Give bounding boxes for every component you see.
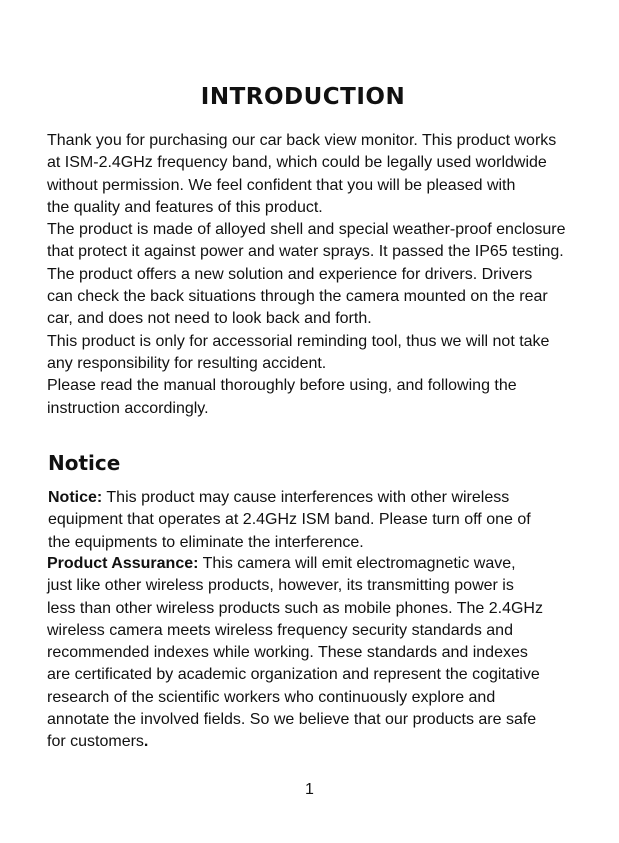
assurance-line-first — [47, 553, 607, 575]
assurance-line: are certificated by academic organization and represent the cogitative — [47, 666, 540, 684]
intro-line: that protect it against power and water sprays. It passed the IP65 testing. — [47, 243, 564, 261]
assurance-body — [47, 553, 607, 754]
page-title: INTRODUCTION — [200, 84, 406, 110]
intro-line: This product is only for accessorial reminding tool, thus we will not take — [47, 332, 550, 350]
notice-line: the equipments to eliminate the interference. — [48, 533, 364, 551]
introduction-body — [47, 130, 612, 420]
intro-line: Thank you for purchasing our car back view monitor. This product works — [47, 132, 557, 149]
assurance-label: Product Assurance: — [47, 555, 199, 572]
notice-text: This product may cause interferences with other wireless — [102, 489, 510, 506]
notice-body — [48, 487, 608, 554]
assurance-line: annotate the involved fields. So we believe that our products are safe — [47, 711, 537, 729]
assurance-line: just like other wireless products, however, its transmitting power is — [47, 577, 514, 595]
assurance-last-text: for customers — [47, 733, 144, 751]
notice-line: equipment that operates at 2.4GHz ISM band. Please turn off one of — [48, 511, 531, 529]
notice-heading: Notice — [48, 451, 121, 475]
intro-line: can check the back situations through the camera mounted on the rear — [47, 288, 548, 306]
assurance-line: wireless camera meets wireless frequency security standards and — [47, 621, 513, 639]
assurance-line: recommended indexes while working. These standards and indexes — [47, 644, 528, 662]
notice-label: Notice: — [48, 489, 103, 506]
assurance-last-punct: . — [143, 733, 149, 751]
intro-line: The product is made of alloyed shell and special weather-proof enclosure — [47, 221, 566, 239]
assurance-text: This camera will emit electromagnetic wave, — [198, 555, 516, 572]
intro-line: Please read the manual thoroughly before using, and following the — [47, 377, 517, 395]
intro-line: any responsibility for resulting accident. — [47, 354, 327, 372]
intro-line: instruction accordingly. — [47, 399, 209, 417]
page-number: 1 — [305, 781, 314, 798]
intro-line: The product offers a new solution and experience for drivers. Drivers — [47, 265, 533, 283]
assurance-line: research of the scientific workers who continuously explore and — [47, 688, 496, 706]
intro-line: at ISM-2.4GHz frequency band, which could be legally used worldwide — [47, 154, 547, 172]
intro-line: the quality and features of this product. — [47, 198, 323, 216]
assurance-line-last — [47, 731, 607, 753]
assurance-line: less than other wireless products such as mobile phones. The 2.4GHz — [47, 599, 543, 617]
intro-line: without permission. We feel confident that you will be pleased with — [47, 176, 516, 194]
intro-line: car, and does not need to look back and forth. — [47, 310, 372, 328]
notice-line-first — [48, 487, 608, 509]
